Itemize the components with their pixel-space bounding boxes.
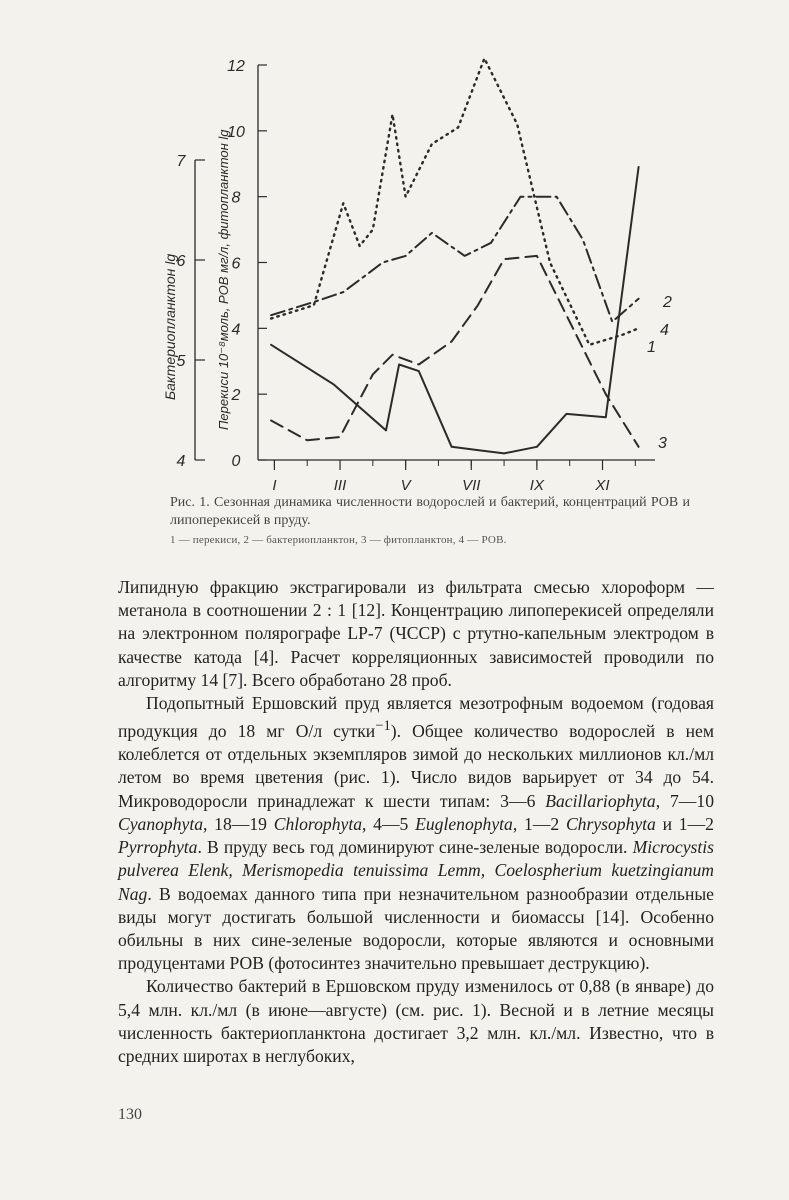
species-list: Microcystis pulverea Elenk, Merismopedia tenuissima Lemm, Coelospherium kuetzingianum Nag: [118, 837, 714, 904]
series-line-1: [271, 167, 638, 453]
p2-text-c: , 7—10: [655, 790, 714, 811]
series-end-label-1: 1: [647, 339, 656, 356]
paragraph-3: Количество бактерий в Ершовском пруду изменилось от 0,88 (в январе) до 5,4 млн. кл./мл (в июне—августе) (см. рис. 1). Весной и в летние месяцы численность бактериопланктона достигает 3,2 млн. кл./мл. Известно, что в средних широтах в неглубоких,: [118, 976, 714, 1066]
p2-text-f: , 1—2: [512, 813, 566, 834]
p2-text-g: и 1—2: [655, 813, 714, 834]
p2-text-e: , 4—5: [362, 813, 416, 834]
figure-caption: [170, 494, 690, 530]
p2-superscript: −1: [375, 718, 391, 735]
series-end-label-3: 3: [658, 435, 667, 452]
figure-chart: [150, 45, 690, 494]
x-axis-tick-label: I: [272, 477, 277, 494]
species-cyanophyta: Cyanophyta: [118, 813, 204, 834]
series-end-label-4: 4: [660, 322, 669, 339]
right-axis-tick-label: 10: [227, 123, 245, 141]
paragraph-1: Липидную фракцию экстрагировали из фильтрата смесью хлороформ — метанола в соотношении 2 : 1 [12]. Концентрацию липоперекисей определяли на электронном полярографе LP-7 (ЧССР) с ртутно-капельным электродом в качестве катода [4]. Расчет корреляционных зависимостей проводили по алгоритму 14 [7]. Всего обработано 28 проб.: [118, 577, 714, 690]
p2-text-b: ). Общее количество водорослей в нем колеблется от отдельных экземпляров зимой до нескольких миллионов кл./мл летом во время цветения (рис. 1). Число видов варьирует от 34 до 54. Микроводоросли принадлежат к шести типам: 3—6: [118, 721, 714, 811]
x-axis-tick-label: V: [400, 477, 411, 494]
x-axis-tick-label: XI: [595, 477, 610, 494]
x-axis-tick-label: III: [333, 477, 347, 494]
right-axis-tick-label: 4: [231, 321, 241, 339]
left-axis-tick-label: 7: [176, 153, 186, 170]
x-axis-tick-label: VII: [462, 477, 481, 494]
chart-svg: [150, 45, 690, 494]
left-axis-tick-label: 5: [176, 353, 186, 370]
p2-text-d: , 18—19: [203, 813, 274, 834]
series-line-4: [271, 58, 638, 344]
right-axis-tick-label: 2: [231, 387, 241, 405]
p2-text-i: . В водоемах данного типа при незначительном разнообразии отдельные виды могут достигать большой численности и биомассы [14]. Особенно обильны в них сине-зеленые водоросли, которые являются и основными продуцентами РОВ (фотосинтез значительно превышает деструкцию).: [118, 883, 714, 974]
page-number: 130: [118, 1106, 142, 1123]
left-axis-label: Бактериопланктон lg: [162, 253, 178, 400]
right-axis-label: Перекиси 10⁻⁸моль, РОВ мг/л, фитопланктон lg: [216, 129, 231, 430]
species-chrysophyta: Chrysophyta: [565, 813, 656, 834]
paragraph-2: [118, 692, 714, 975]
p2-text-h: . В пруду весь год доминируют сине-зеленые водоросли.: [197, 837, 633, 858]
species-euglenophyta: Euglenophyta: [415, 813, 513, 834]
body-text: [118, 576, 714, 1068]
right-axis-tick-label: 6: [231, 255, 241, 273]
right-axis-tick-label: 8: [231, 189, 241, 207]
right-axis-tick-label: 12: [227, 58, 245, 75]
left-axis-tick-label: 6: [176, 253, 186, 270]
species-pyrrophyta: Pyrrophyta: [118, 837, 198, 858]
figure-legend: [170, 534, 690, 546]
x-axis-tick-label: IX: [529, 477, 544, 494]
series-line-3: [271, 256, 638, 447]
figure-legend-text: 1 — перекиси, 2 — бактериопланктон, 3 — фитопланктон, 4 — РОВ.: [170, 534, 507, 546]
left-axis-tick-label: 4: [176, 453, 186, 470]
species-bacillariophyta: Bacillariophyta: [545, 790, 656, 811]
p2-text-a: Подопытный Ершовский пруд является мезотрофным водоемом (годовая продукция до 18 мг О/л сутки: [118, 693, 714, 742]
series-end-label-2: 2: [663, 294, 672, 311]
figure-caption-text: Рис. 1. Сезонная динамика численности водорослей и бактерий, концентраций РОВ и липоперекисей в пруду.: [170, 495, 690, 528]
species-chlorophyta: Chlorophyta: [273, 813, 363, 834]
right-axis-tick-label: 0: [231, 453, 241, 470]
